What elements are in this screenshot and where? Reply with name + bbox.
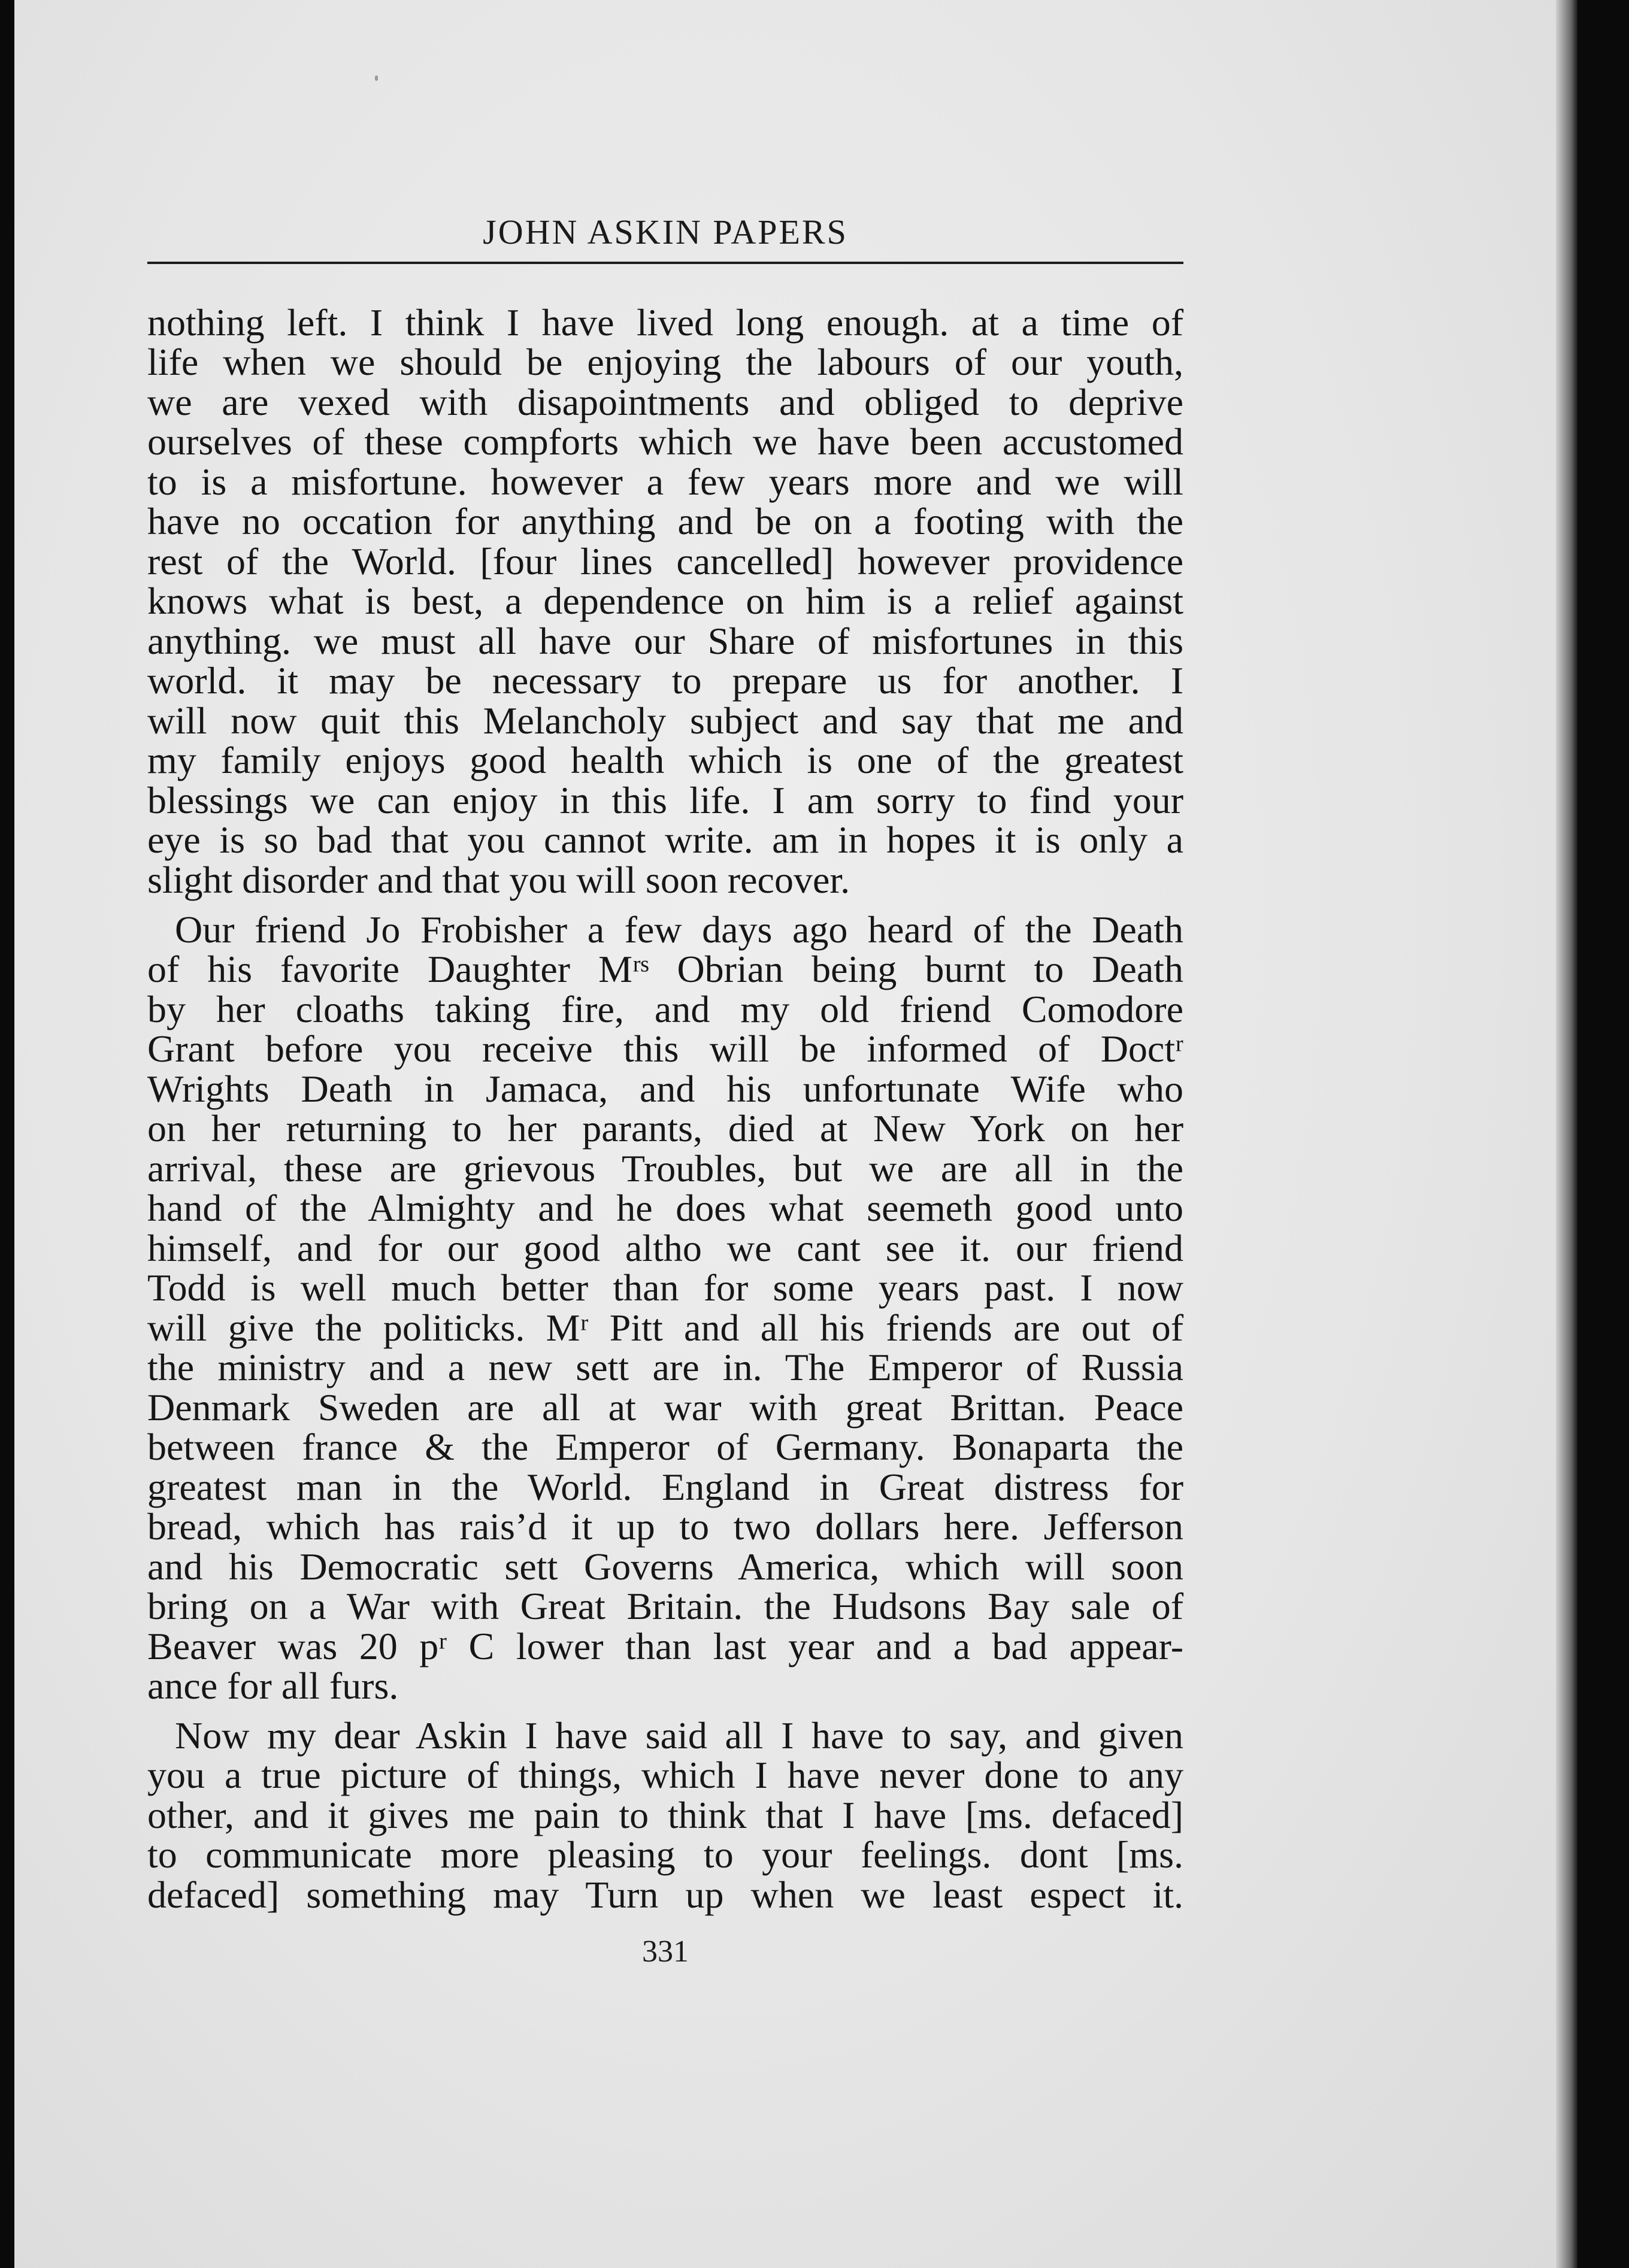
text-line: ourselves of these compforts which we have been accustomed: [147, 420, 1183, 463]
text-line: rest of the World. [four lines cancelled] however providence: [147, 540, 1183, 583]
text-line: Grant before you receive this will be informed of Doctʳ: [147, 1027, 1183, 1070]
text-line: by her cloaths taking fire, and my old friend Comodore: [147, 988, 1183, 1030]
text-line: greatest man in the World. England in Great distress for: [147, 1466, 1183, 1508]
text-line: and his Democratic sett Governs America, which will soon: [147, 1545, 1183, 1588]
text-line: blessings we can enjoy in this life. I am sorry to find your: [147, 779, 1183, 821]
text-line: my family enjoys good health which is one of the greatest: [147, 739, 1183, 781]
text-line: Now my dear Askin I have said all I have to say, and given: [175, 1714, 1183, 1757]
text-line: to communicate more pleasing to your feelings. dont [ms.: [147, 1833, 1183, 1876]
text-line: you a true picture of things, which I have never done to any: [147, 1754, 1183, 1796]
text-line: Todd is well much better than for some years past. I now: [147, 1266, 1183, 1309]
text-line: eye is so bad that you cannot write. am in hopes it is only a: [147, 818, 1183, 861]
text-line: we are vexed with disapointments and obliged to deprive: [147, 381, 1183, 423]
text-line: Wrights Death in Jamaca, and his unfortunate Wife who: [147, 1068, 1183, 1110]
text-line: Our friend Jo Frobisher a few days ago heard of the Death: [175, 908, 1183, 951]
text-line: Beaver was 20 pʳ C lower than last year and a bad appear-: [147, 1625, 1183, 1667]
text-line: arrival, these are grievous Troubles, but we are all in the: [147, 1147, 1183, 1190]
text-line: knows what is best, a dependence on him is a relief against: [147, 580, 1183, 622]
text-line: to is a misfortune. however a few years more and we will: [147, 460, 1183, 503]
text-line: Denmark Sweden are all at war with great Brittan. Peace: [147, 1386, 1183, 1429]
text-line: other, and it gives me pain to think that I have [ms. defaced]: [147, 1794, 1183, 1836]
text-line: hand of the Almighty and he does what seemeth good unto: [147, 1187, 1183, 1229]
text-line: slight disorder and that you will soon recover.: [147, 859, 850, 901]
text-line: nothing left. I think I have lived long enough. at a time of: [147, 301, 1183, 344]
text-line: have no occation for anything and be on a footing with the: [147, 500, 1183, 542]
text-line: ance for all furs.: [147, 1664, 399, 1707]
text-line: life when we should be enjoying the labours of our youth,: [147, 341, 1183, 383]
text-line: will now quit this Melancholy subject and say that me and: [147, 699, 1183, 742]
text-line: bread, which has rais’d it up to two dollars here. Jefferson: [147, 1505, 1183, 1548]
text-line: world. it may be necessary to prepare us for another. I: [147, 659, 1183, 702]
text-line: will give the politicks. Mʳ Pitt and all his friends are out of: [147, 1306, 1183, 1349]
text-line: bring on a War with Great Britain. the Hudsons Bay sale of: [147, 1585, 1183, 1627]
text-line: of his favorite Daughter Mʳˢ Obrian being burnt to Death: [147, 948, 1183, 990]
text-line: anything. we must all have our Share of misfortunes in this: [147, 620, 1183, 662]
text-line: himself, and for our good altho we cant see it. our friend: [147, 1227, 1183, 1269]
paper-speck: [375, 75, 378, 81]
page-edge-shadow: [1556, 0, 1577, 2268]
text-line: defaced] something may Turn up when we least espect it.: [147, 1873, 1183, 1916]
header-rule: [147, 262, 1183, 264]
text-line: between france & the Emperor of Germany. Bonaparta the: [147, 1426, 1183, 1468]
text-line: the ministry and a new sett are in. The Emperor of Russia: [147, 1346, 1183, 1388]
page-number: 331: [642, 1935, 689, 1969]
running-header: JOHN ASKIN PAPERS: [483, 213, 848, 251]
text-line: on her returning to her parants, died at New York on her: [147, 1107, 1183, 1150]
